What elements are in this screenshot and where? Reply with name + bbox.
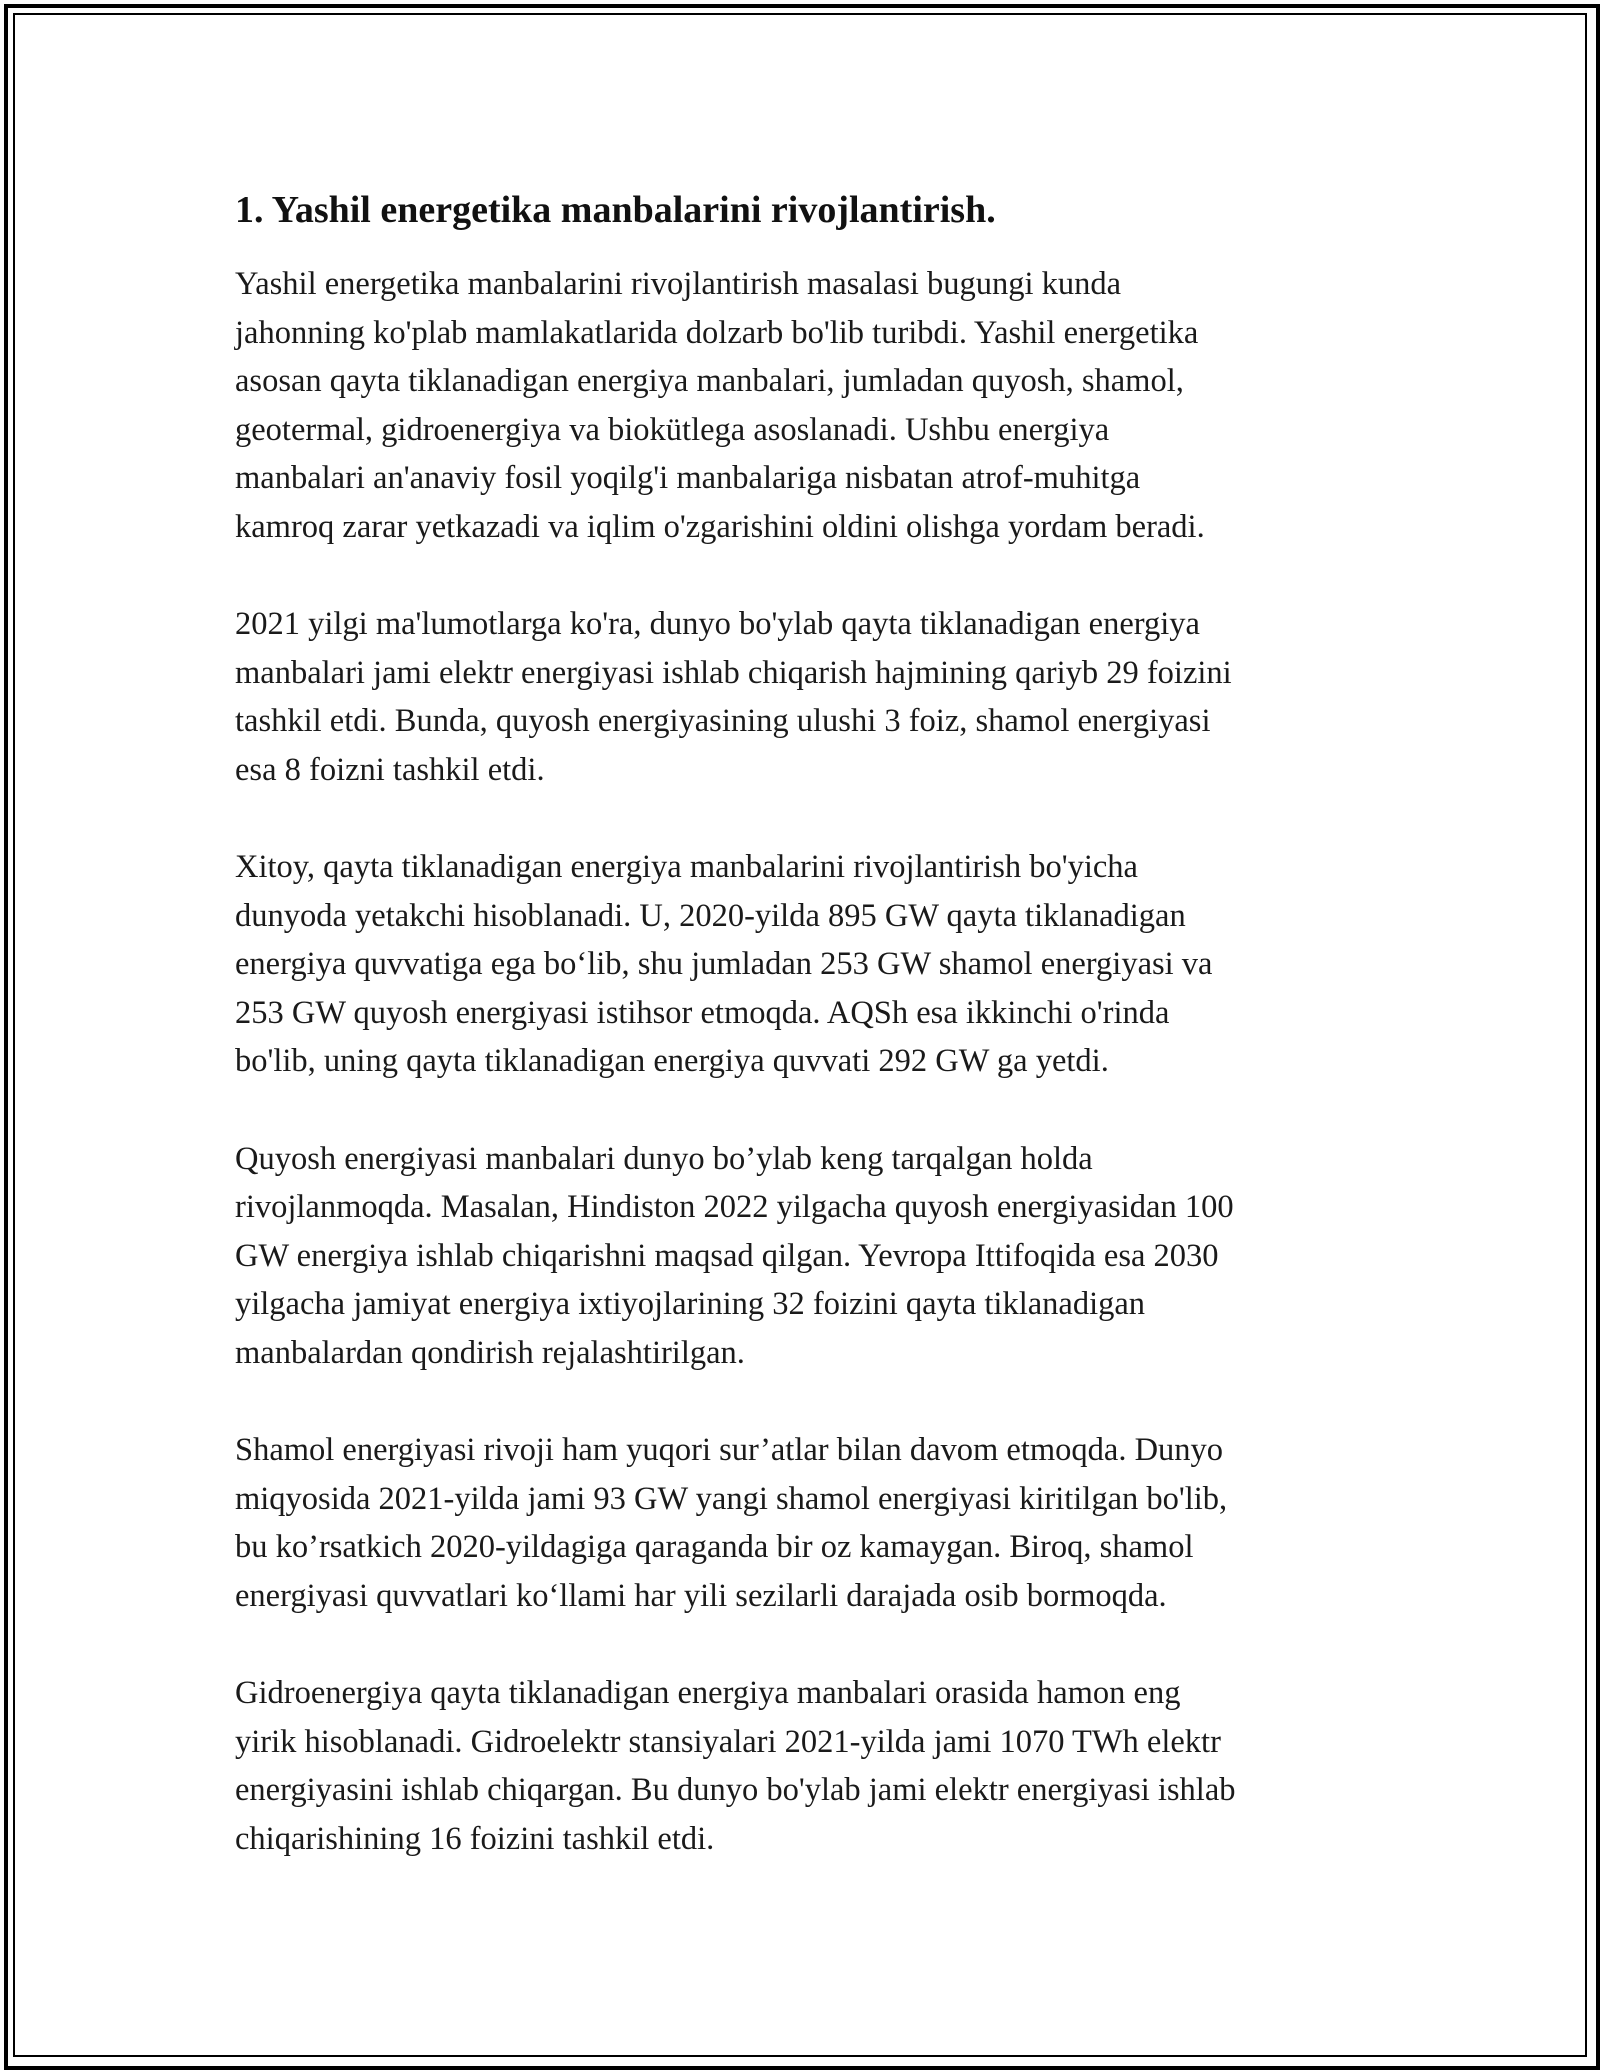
paragraph-line: bo'lib, uning qayta tiklanadigan energiya quvvati 292 GW ga yetdi. — [235, 1043, 1109, 1079]
paragraph-line: miqyosida 2021-yilda jami 93 GW yangi shamol energiyasi kiritilgan bo'lib, — [235, 1480, 1228, 1517]
paragraph-line: manbalari an'anaviy fosil yoqilg'i manbalariga nisbatan atrof-muhitga — [235, 460, 1141, 496]
paragraph-line: 253 GW quyosh energiyasi istihsor etmoqda. AQSh esa ikkinchi o'rinda — [235, 994, 1170, 1031]
paragraph-line: tashkil etdi. Bunda, quyosh energiyasining ulushi 3 foiz, shamol energiyasi — [235, 703, 1211, 739]
paragraph-line: energiya quvvatiga ega bo‘lib, shu jumladan 253 GW shamol energiyasi va — [235, 946, 1213, 982]
paragraph-line: kamroq zarar yetkazadi va iqlim o'zgarishini oldini olishga yordam beradi. — [235, 508, 1205, 545]
paragraph-line: bu ko’rsatkich 2020-yildagiga qaraganda bir oz kamaygan. Biroq, shamol — [235, 1529, 1194, 1565]
paragraph-line: Shamol energiyasi rivoji ham yuqori sur’atlar bilan davom etmoqda. Dunyo — [235, 1432, 1224, 1468]
paragraph-solar — [235, 1135, 1395, 1378]
paragraph-line: yilgacha jamiyat energiya ixtiyojlarining 32 foizini qayta tiklanadigan — [235, 1286, 1146, 1322]
paragraph-2021-statistics — [235, 600, 1395, 794]
paragraph-line: manbalardan qondirish rejalashtirilgan. — [235, 1334, 745, 1371]
paragraph-line: Yashil energetika manbalarini rivojlantirish masalasi bugungi kunda — [235, 266, 1122, 302]
paragraph-line: dunyoda yetakchi hisoblanadi. U, 2020-yilda 895 GW qayta tiklanadigan — [235, 897, 1186, 934]
paragraph-line: Xitoy, qayta tiklanadigan energiya manbalarini rivojlantirish bo'yicha — [235, 849, 1138, 885]
paragraph-line: GW energiya ishlab chiqarishni maqsad qilgan. Yevropa Ittifoqida esa 2030 — [235, 1237, 1219, 1274]
paragraph-line: energiyasi quvvatlari ko‘llami har yili sezilarli darajada osib bormoqda. — [235, 1577, 1167, 1614]
paragraph-line: jahonning ko'plab mamlakatlarida dolzarb bo'lib turibdi. Yashil energetika — [235, 314, 1199, 351]
paragraph-wind — [235, 1426, 1395, 1620]
paragraph-line: yirik hisoblanadi. Gidroelektr stansiyalari 2021-yilda jami 1070 TWh elektr — [235, 1723, 1221, 1760]
paragraph-line: rivojlanmoqda. Masalan, Hindiston 2022 yilgacha quyosh energiyasidan 100 — [235, 1189, 1234, 1225]
paragraph-line: chiqarishining 16 foizini tashkil etdi. — [235, 1820, 715, 1857]
paragraph-line: 2021 yilgi ma'lumotlarga ko'ra, dunyo bo'ylab qayta tiklanadigan energiya — [235, 606, 1200, 642]
paragraph-intro — [235, 260, 1395, 551]
paragraph-line: esa 8 foizni tashkil etdi. — [235, 751, 545, 788]
paragraph-china — [235, 843, 1395, 1086]
paragraph-line: geotermal, gidroenergiya va biokütlega asoslanadi. Ushbu energiya — [235, 411, 1110, 448]
paragraph-line: energiyasini ishlab chiqargan. Bu dunyo bo'ylab jami elektr energiyasi ishlab — [235, 1772, 1236, 1808]
section-heading: 1. Yashil energetika manbalarini rivojlantirish. — [235, 189, 996, 231]
paragraph-line: manbalari jami elektr energiyasi ishlab chiqarish hajmining qariyb 29 foizini — [235, 654, 1232, 691]
paragraph-hydro — [235, 1669, 1395, 1863]
paragraph-line: Gidroenergiya qayta tiklanadigan energiya manbalari orasida hamon eng — [235, 1675, 1181, 1711]
paragraph-line: asosan qayta tiklanadigan energiya manbalari, jumladan quyosh, shamol, — [235, 363, 1184, 399]
paragraph-line: Quyosh energiyasi manbalari dunyo bo’ylab keng tarqalgan holda — [235, 1140, 1093, 1177]
document-body — [235, 184, 1395, 1863]
